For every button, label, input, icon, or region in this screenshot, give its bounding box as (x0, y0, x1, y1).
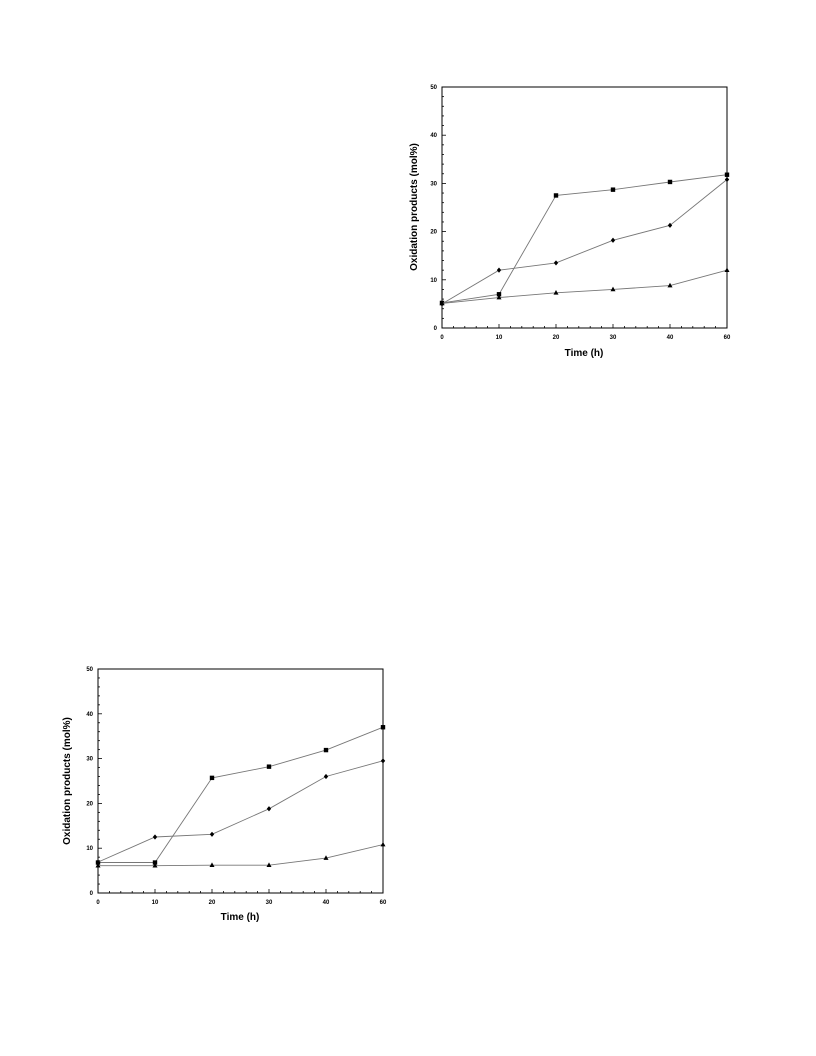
series-line-diamond (98, 761, 383, 862)
y-tick-label: 30 (430, 181, 437, 188)
data-point-square (725, 173, 729, 177)
data-point-triangle (153, 863, 158, 868)
data-point-diamond (96, 859, 100, 864)
plot-frame (442, 87, 727, 328)
x-tick-label: 60 (723, 335, 731, 341)
data-point-diamond (267, 806, 271, 811)
data-point-diamond (554, 260, 558, 265)
y-tick-label: 40 (86, 711, 93, 718)
data-point-diamond (153, 834, 157, 839)
data-point-diamond (381, 758, 385, 763)
data-point-triangle (210, 862, 215, 867)
y-axis-title: Oxidation products (mol%) (62, 717, 73, 845)
data-point-triangle (725, 267, 730, 272)
y-tick-label: 30 (86, 756, 93, 763)
y-axis-title: Oxidation products (mol%) (409, 143, 420, 271)
data-point-diamond (668, 223, 672, 228)
data-point-triangle (440, 301, 445, 306)
data-point-square (611, 187, 615, 191)
data-point-square (381, 725, 385, 729)
data-point-square (554, 193, 558, 197)
x-tick-label: 30 (265, 900, 273, 906)
data-point-square (153, 860, 157, 864)
x-tick-label: 0 (96, 900, 100, 906)
data-point-triangle (497, 295, 502, 300)
data-point-triangle (324, 855, 329, 860)
data-point-diamond (324, 774, 328, 779)
data-point-triangle (96, 863, 101, 868)
data-point-diamond (611, 238, 615, 243)
y-tick-label: 50 (430, 85, 437, 91)
data-point-triangle (381, 842, 386, 847)
series-group (96, 725, 386, 867)
data-point-diamond (440, 301, 444, 306)
y-tick-label: 10 (86, 846, 93, 853)
data-point-diamond (497, 268, 501, 273)
x-tick-label: 40 (322, 900, 330, 906)
series-line-diamond (442, 180, 727, 304)
data-point-diamond (210, 832, 214, 837)
series-line-square (98, 727, 383, 862)
x-axis (440, 324, 731, 341)
y-tick-label: 20 (86, 801, 93, 808)
data-point-square (440, 301, 444, 305)
data-point-diamond (725, 177, 729, 182)
y-tick-label: 10 (430, 277, 437, 284)
y-axis (86, 667, 102, 897)
series-line-triangle (442, 270, 727, 303)
data-point-square (324, 748, 328, 752)
y-tick-label: 0 (89, 891, 93, 897)
series-line-triangle (98, 845, 383, 866)
x-tick-label: 40 (666, 335, 674, 341)
x-tick-label: 60 (379, 900, 387, 906)
series-group (440, 173, 730, 307)
y-tick-label: 0 (433, 326, 437, 332)
x-axis-title: Time (h) (564, 348, 604, 359)
x-tick-label: 0 (440, 335, 444, 341)
data-point-square (267, 764, 271, 768)
data-point-square (497, 292, 501, 296)
data-point-square (668, 180, 672, 184)
y-axis (430, 85, 446, 332)
y-tick-label: 40 (430, 133, 437, 140)
x-axis-title: Time (h) (220, 912, 260, 923)
x-tick-label: 10 (495, 335, 503, 341)
x-tick-label: 10 (151, 900, 159, 906)
data-point-triangle (267, 862, 272, 867)
x-tick-label: 30 (609, 335, 617, 341)
series-line-square (442, 175, 727, 303)
data-point-triangle (554, 290, 559, 295)
x-tick-label: 20 (552, 335, 560, 341)
x-tick-label: 20 (208, 900, 216, 906)
plot-frame (98, 669, 383, 893)
data-point-square (210, 776, 214, 780)
data-point-triangle (668, 283, 673, 288)
x-axis (96, 889, 387, 906)
y-tick-label: 50 (86, 667, 93, 673)
y-tick-label: 20 (430, 229, 437, 236)
data-point-triangle (611, 287, 616, 292)
data-point-square (96, 860, 100, 864)
